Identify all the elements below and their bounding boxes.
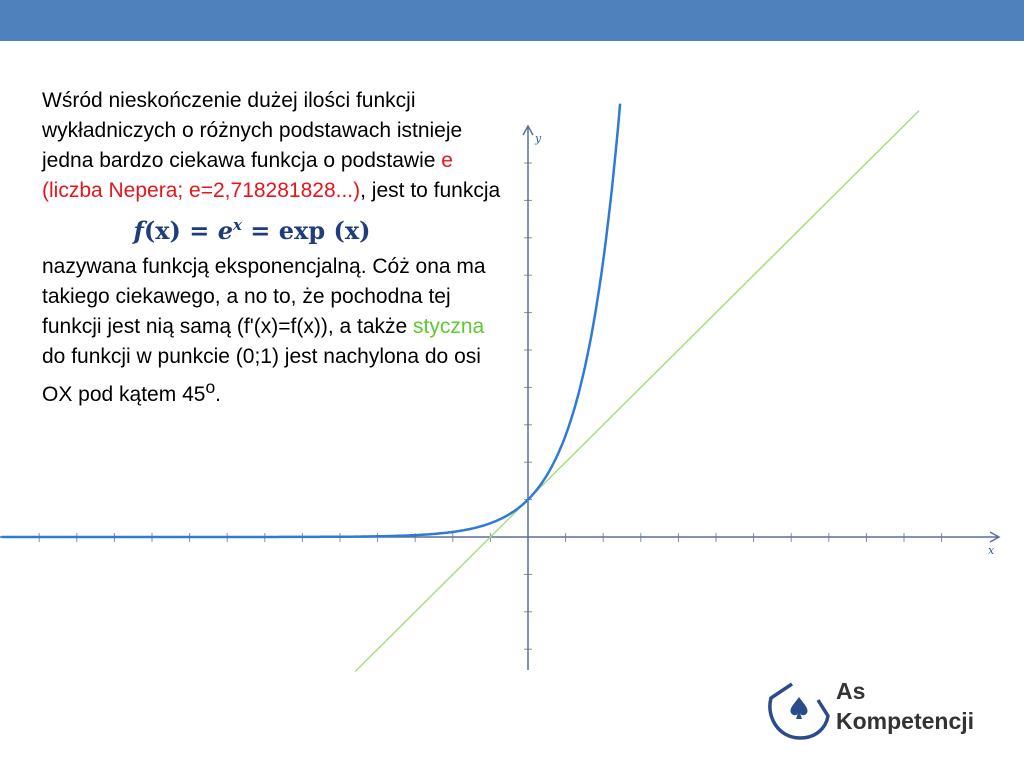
logo-text xyxy=(836,676,974,736)
spade-icon xyxy=(790,697,807,719)
x-axis-label: x xyxy=(988,544,995,557)
intro-text: Wśród nieskończenie dużej ilości funkcji wykładniczych o różnych podstawach istnieje jedna bardzo ciekawa funkcja o podstawie xyxy=(42,89,463,172)
logo-line1: As xyxy=(836,678,866,704)
nepera-text: e (liczba Nepera; e=2,718281828...) xyxy=(42,149,453,202)
title-bar xyxy=(0,0,1024,41)
degree-symbol: o xyxy=(205,377,216,397)
angle-text: do funkcji w punkcie (0;1) jest nachylona do osi OX pod kątem 45 xyxy=(42,345,481,406)
axis-ticks xyxy=(39,163,941,649)
derivative-text: nazywana funkcją eksponencjalną. Cóż ona ma takiego ciekawego, a no to, że pochodna tej funkcji jest nią samą (f'(x)=f(x)), a także xyxy=(42,255,486,338)
paragraph-derivative: nazywana funkcją eksponencjalną. Cóż ona ma takiego ciekawego, a no to, że pochodna tej funkcji jest nią samą (f'(x)=f(x)), a także styczna do funkcji w punkcie (0;1) jest nachylona do osi OX pod kątem 45$^o$. xyxy=(42,255,486,406)
y-axis-label: y xyxy=(535,132,542,145)
tangent-line xyxy=(355,111,919,672)
exp-formula: $f(x) = e^x = \exp (x)$ xyxy=(133,216,371,245)
logo-line2: Kompetencji xyxy=(836,708,975,734)
tangent-word: styczna xyxy=(413,315,485,338)
intro-tail: , jest to funkcja xyxy=(360,179,501,202)
exp-plot xyxy=(0,90,1024,690)
